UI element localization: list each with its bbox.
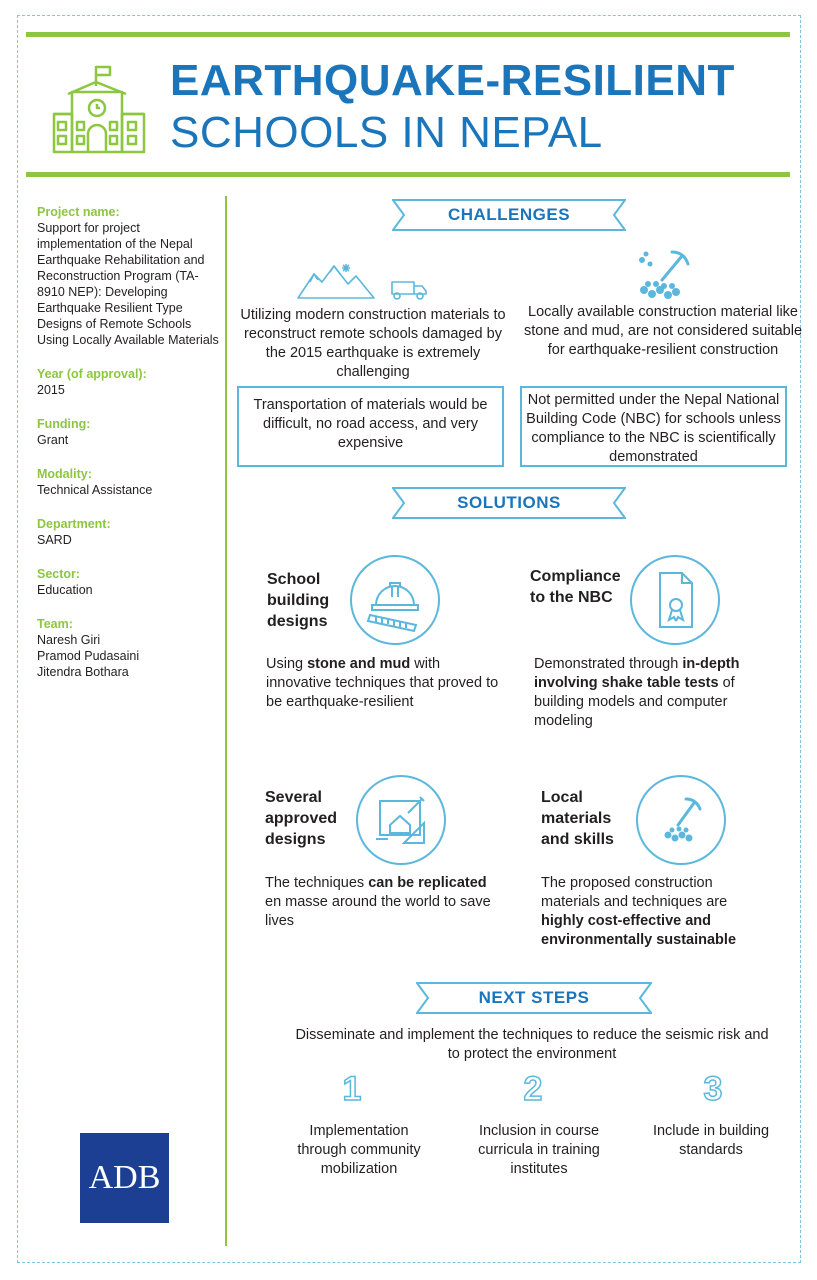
step-number: 2 xyxy=(523,1070,543,1108)
team-block xyxy=(37,616,219,680)
funding-block xyxy=(37,416,219,448)
sidebar-divider xyxy=(225,196,227,1246)
solution-body xyxy=(534,655,764,731)
project-name-block xyxy=(37,204,219,348)
solution-icon-circle xyxy=(630,555,720,645)
next-steps-ribbon xyxy=(416,982,652,1014)
sidebar-value: Grant xyxy=(37,433,69,447)
sidebar-label: Year (of approval): xyxy=(37,367,147,381)
body-bold-text: in-depth involving shake table tests xyxy=(534,656,740,691)
solutions-ribbon xyxy=(392,487,626,519)
solution-title: Local materials and skills xyxy=(541,789,614,848)
step-text: Include in building standards xyxy=(652,1123,770,1158)
sidebar-label: Modality: xyxy=(37,467,92,481)
body-text: The proposed construction materials and techniques are xyxy=(541,875,728,910)
solution-body xyxy=(266,655,506,712)
school-building-icon xyxy=(50,64,150,156)
sidebar-value: Naresh Giri Pramod Pudasaini Jitendra Bothara xyxy=(37,633,140,679)
sidebar-label: Sector: xyxy=(37,567,81,581)
top-divider xyxy=(26,32,790,37)
body-text: Demonstrated through xyxy=(534,656,683,672)
step-text: Implementation through community mobilization xyxy=(297,1123,421,1177)
sidebar-label: Department: xyxy=(37,517,111,531)
sidebar-value: Support for project implementation of the Nepal Earthquake Rehabilitation and Reconstruction Program (TA-8910 NEP): Developing Earthquake Resilient Type Designs of Remote Schools Using Locally Available Materials xyxy=(37,221,219,347)
challenge-left-box: Transportation of materials would be difficult, no road access, and very expensive xyxy=(237,386,504,467)
stones-pickaxe-icon xyxy=(638,777,724,863)
challenge-right-box: Not permitted under the Nepal National Building Code (NBC) for schools unless compliance to the NBC is scientifically demonstrated xyxy=(520,386,787,467)
sidebar-value: SARD xyxy=(37,533,72,547)
challenges-ribbon xyxy=(392,199,626,231)
body-text: The techniques xyxy=(265,875,369,891)
next-steps-intro: Disseminate and implement the techniques to reduce the seismic risk and to protect the environment xyxy=(295,1027,769,1062)
solutions-heading: SOLUTIONS xyxy=(457,493,561,512)
sidebar-label: Project name: xyxy=(37,205,120,219)
solution-icon-circle xyxy=(356,775,446,865)
header-divider xyxy=(26,172,790,177)
step-number: 3 xyxy=(703,1070,723,1108)
solution-icon-circle xyxy=(350,555,440,645)
next-steps-heading: NEXT STEPS xyxy=(478,988,590,1007)
page-title-line1: EARTHQUAKE-RESILIENT xyxy=(170,56,735,105)
page-title-line2: SCHOOLS IN NEPAL xyxy=(170,108,603,157)
solution-title: School building designs xyxy=(267,571,330,630)
step-number: 1 xyxy=(342,1070,362,1108)
sidebar-value: Education xyxy=(37,583,93,597)
sidebar-value: 2015 xyxy=(37,383,65,397)
body-bold-text: highly cost-effective and environmentally sustainable xyxy=(541,913,737,948)
hard-hat-icon xyxy=(352,557,438,643)
solution-body xyxy=(541,874,771,950)
department-block xyxy=(37,516,219,548)
solution-title: Compliance to the NBC xyxy=(530,568,621,606)
sidebar-label: Team: xyxy=(37,617,73,631)
challenge-right-text: Locally available construction material like stone and mud, are not considered suitable for earthquake-resilient construction xyxy=(523,304,803,358)
solution-title: Several approved designs xyxy=(265,789,338,848)
challenge-left-text: Utilizing modern construction materials to reconstruct remote schools damaged by the 2015 earthquake is extremely challenging xyxy=(240,307,506,380)
certificate-document-icon xyxy=(632,557,718,643)
solution-body xyxy=(265,874,495,931)
mountains-truck-icon xyxy=(296,260,431,302)
blueprint-house-icon xyxy=(358,777,444,863)
body-bold-text: can be replicated xyxy=(368,875,487,891)
sidebar-value: Technical Assistance xyxy=(37,483,153,497)
sector-block xyxy=(37,566,219,598)
modality-block xyxy=(37,466,219,498)
body-text: en masse around the world to save lives xyxy=(265,894,491,929)
body-text: Using xyxy=(266,656,308,672)
challenges-heading: CHALLENGES xyxy=(447,205,571,224)
body-text: with innovative techniques that proved to be earthquake-resilient xyxy=(266,656,499,710)
year-block xyxy=(37,366,219,398)
project-info-sidebar xyxy=(37,204,219,698)
body-bold-text: stone and mud xyxy=(307,656,411,672)
solution-icon-circle xyxy=(636,775,726,865)
stones-pickaxe-icon xyxy=(636,250,692,302)
body-text: of building models and computer modeling xyxy=(534,675,735,729)
sidebar-label: Funding: xyxy=(37,417,91,431)
step-text: Inclusion in course curricula in training institutes xyxy=(478,1123,600,1177)
adb-logo: ADB xyxy=(80,1133,169,1223)
